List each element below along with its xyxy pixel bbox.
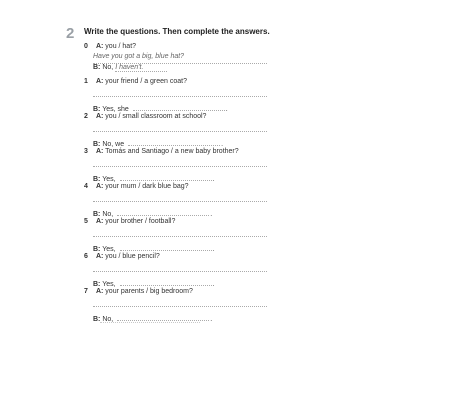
example-written-question: Have you got a big, blue hat? xyxy=(93,53,267,64)
example-question xyxy=(84,43,136,53)
item-number: 2 xyxy=(84,113,88,120)
cropped-line-fragment xyxy=(100,322,200,326)
answer-speaker: B: xyxy=(93,176,101,183)
question-speaker: A: xyxy=(95,218,104,225)
question-row xyxy=(84,183,189,193)
question-write-line[interactable] xyxy=(93,96,267,97)
answer-speaker: B: xyxy=(93,141,101,148)
answer-blank[interactable] xyxy=(120,278,212,286)
example-answer xyxy=(93,64,167,74)
answer-speaker: B: xyxy=(93,64,101,71)
answer-row xyxy=(93,278,215,288)
item-number: 6 xyxy=(84,253,88,260)
answer-end: . xyxy=(210,211,213,218)
answer-speaker: B: xyxy=(93,211,101,218)
answer-speaker: B: xyxy=(93,281,101,288)
question-row xyxy=(84,78,187,88)
answer-end: . xyxy=(225,106,228,113)
question-write-line[interactable] xyxy=(93,201,267,202)
answer-start: No, we xyxy=(102,141,125,148)
question-speaker: A: xyxy=(95,253,104,260)
question-prompt: you / small classroom at school? xyxy=(105,113,207,120)
question-prompt: your brother / football? xyxy=(105,218,176,225)
answer-start: Yes, xyxy=(102,281,116,288)
question-write-line[interactable] xyxy=(93,131,267,132)
answer-end: . xyxy=(212,246,215,253)
item-number: 1 xyxy=(84,78,88,85)
answer-end: . xyxy=(212,176,215,183)
answer-speaker: B: xyxy=(93,246,101,253)
answer-row xyxy=(93,138,223,148)
question-speaker: A: xyxy=(95,288,104,295)
question-write-line[interactable] xyxy=(93,271,267,272)
question-prompt: you / hat? xyxy=(105,43,137,50)
question-prompt: Tomás and Santiago / a new baby brother? xyxy=(105,148,239,155)
answer-speaker: B: xyxy=(93,106,101,113)
answer-row xyxy=(93,173,215,183)
answer-start: No, xyxy=(102,211,114,218)
answer-blank[interactable] xyxy=(120,173,212,181)
question-speaker: A: xyxy=(95,148,104,155)
example-number: 0 xyxy=(84,43,88,50)
exercise-title: Write the questions. Then complete the answers. xyxy=(84,27,270,36)
answer-row xyxy=(93,243,215,253)
question-prompt: your mum / dark blue bag? xyxy=(105,183,189,190)
question-speaker: A: xyxy=(95,78,104,85)
answer-blank[interactable] xyxy=(117,313,209,321)
question-row xyxy=(84,218,175,228)
question-row xyxy=(84,113,206,123)
answer-start: Yes, xyxy=(102,176,116,183)
question-write-line[interactable] xyxy=(93,306,267,307)
question-write-line[interactable] xyxy=(93,236,267,237)
question-row xyxy=(84,253,160,263)
item-number: 5 xyxy=(84,218,88,225)
answer-blank[interactable] xyxy=(117,208,209,216)
answer-blank[interactable] xyxy=(120,243,212,251)
answer-row xyxy=(93,103,228,113)
item-number: 4 xyxy=(84,183,88,190)
item-number: 7 xyxy=(84,288,88,295)
answer-start: No, xyxy=(102,316,114,323)
answer-blank[interactable] xyxy=(128,138,220,146)
question-prompt: your friend / a green coat? xyxy=(105,78,188,85)
answer-start: Yes, xyxy=(102,246,116,253)
question-prompt: your parents / big bedroom? xyxy=(105,288,193,295)
answer-blank[interactable] xyxy=(133,103,225,111)
question-row xyxy=(84,288,193,298)
question-speaker: A: xyxy=(95,183,104,190)
exercise-number: 2 xyxy=(66,25,75,42)
question-write-line[interactable] xyxy=(93,166,267,167)
item-number: 3 xyxy=(84,148,88,155)
question-prompt: you / blue pencil? xyxy=(105,253,160,260)
question-speaker: A: xyxy=(95,43,104,50)
answer-speaker: B: xyxy=(93,316,101,323)
answer-row xyxy=(93,208,212,218)
answer-start: Yes, she xyxy=(102,106,129,113)
answer-end: . xyxy=(212,281,215,288)
answer-end: . xyxy=(221,141,224,148)
answer-end: . xyxy=(210,316,213,323)
example-answer-fill: I haven't. xyxy=(115,64,167,72)
answer-start: No, xyxy=(102,64,114,71)
question-speaker: A: xyxy=(95,113,104,120)
question-row xyxy=(84,148,239,158)
